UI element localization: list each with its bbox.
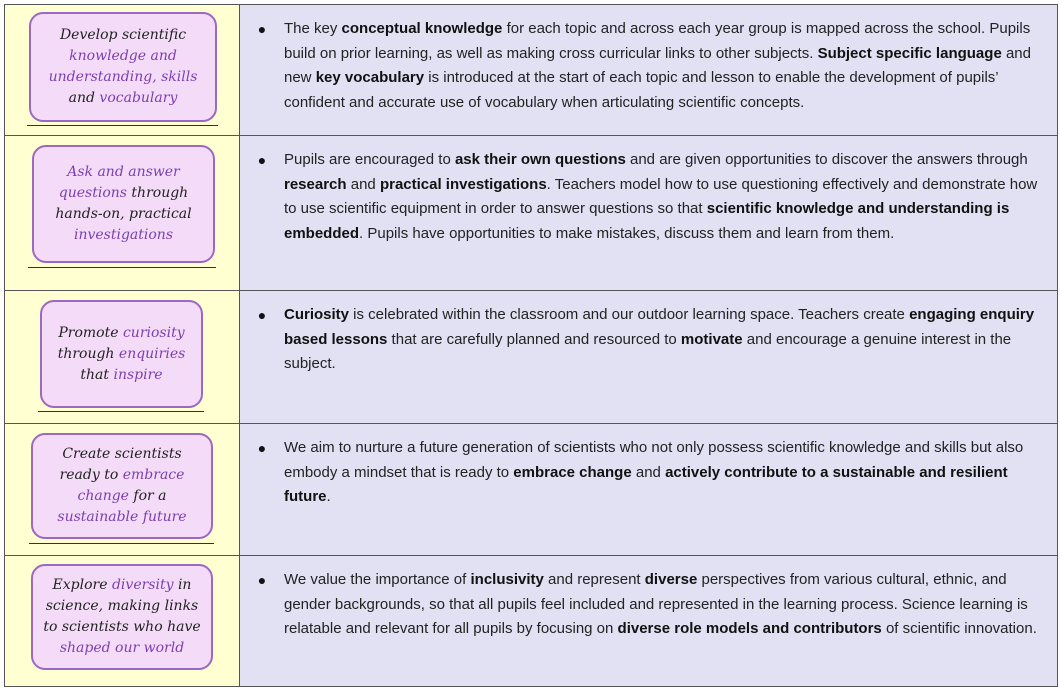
theme-card-text [39, 25, 207, 109]
theme-card [40, 300, 203, 408]
card-text: through [57, 345, 119, 362]
description-cell [240, 556, 1057, 686]
card-text: in science, making links to scientists who have [43, 577, 201, 635]
bullet-icon: ● [257, 21, 267, 37]
body-text: Pupils are encouraged to [284, 151, 455, 168]
theme-card-text [41, 444, 203, 528]
highlighted-text: embrace change [77, 467, 185, 504]
bold-text: actively contribute to a sustainable and resilient future [284, 463, 1008, 505]
description-cell [240, 424, 1057, 555]
bold-text: engaging enquiry based lessons [284, 306, 1035, 348]
bullet-icon: ● [257, 440, 267, 456]
highlighted-text: inspire [113, 366, 163, 383]
card-text: Explore [52, 577, 112, 593]
body-text: of scientific innovation. [881, 620, 1037, 637]
theme-cell [5, 5, 240, 135]
science-intent-table [4, 4, 1058, 687]
bold-text: diverse [644, 571, 698, 588]
highlighted-text: investigations [73, 227, 174, 243]
theme-cell [5, 424, 240, 555]
highlighted-text: knowledge and understanding, skills [48, 48, 198, 85]
body-text: is celebrated within the classroom and our outdoor learning space. Teachers create [349, 306, 910, 323]
body-text: We value the importance of [284, 571, 471, 588]
bold-text: ask their own questions [454, 151, 626, 168]
bold-text: Subject specific language [817, 44, 1002, 62]
theme-cell [5, 136, 240, 290]
body-text: . Teachers model how to use questioning effectively and demonstrate how to use scientific equipment in order to answer questions so that [284, 175, 1038, 217]
table-row [5, 424, 1057, 556]
body-text: and represent [543, 571, 645, 588]
body-text: is introduced at the start of each topic and lesson to enable the development of pupils’ confident and accurate use of vocabulary when articulating scientific concepts. [284, 69, 999, 111]
card-underline [28, 267, 216, 268]
theme-card-text [50, 323, 193, 386]
card-underline [29, 543, 214, 544]
body-text: and [631, 463, 666, 481]
body-text: and are given opportunities to discover the answers through [625, 151, 1028, 168]
description-cell [240, 136, 1057, 290]
highlighted-text: curiosity [122, 324, 185, 341]
bold-text: diverse role models and contributors [617, 620, 882, 637]
bold-text: practical investigations [379, 175, 547, 193]
card-text: and [68, 90, 100, 106]
card-text: Promote [58, 324, 123, 341]
card-text: Create scientists ready to [59, 446, 182, 483]
bold-text: inclusivity [470, 571, 544, 588]
card-text: for a [128, 488, 167, 504]
bold-text: research [284, 175, 347, 193]
highlighted-text: diversity [111, 577, 174, 593]
theme-card [31, 564, 213, 670]
theme-cell [5, 556, 240, 686]
theme-cell [5, 291, 240, 423]
description-text [284, 303, 1047, 377]
theme-card [32, 145, 215, 263]
description-text [284, 17, 1047, 115]
highlighted-text: enquiries [118, 345, 186, 362]
body-text: for each topic and across each year group is mapped across the school. Pupils build on prior learning, as well as making cross curricular links to other subjects. [284, 20, 1031, 62]
description-text [284, 436, 1047, 510]
card-underline [38, 411, 204, 412]
bold-text: conceptual knowledge [341, 20, 503, 37]
table-row [5, 136, 1057, 291]
theme-card-text [41, 575, 203, 659]
body-text: . Pupils have opportunities to make mistakes, discuss them and learn from them. [359, 224, 895, 242]
description-text [284, 148, 1047, 246]
table-row [5, 5, 1057, 136]
bullet-icon: ● [257, 572, 267, 588]
theme-card [31, 433, 213, 539]
bullet-icon: ● [257, 152, 267, 168]
body-text: . [326, 488, 331, 505]
bold-text: Curiosity [284, 306, 350, 323]
description-cell [240, 5, 1057, 135]
body-text: and new [284, 44, 1031, 86]
body-text: and [346, 175, 380, 193]
highlighted-text: Ask and answer questions [58, 164, 180, 201]
body-text: perspectives from various cultural, ethnic, and gender backgrounds, so that all pupils feel included and represented in the learning process. Science learning is relatable and relevant for all pupils by focusing on [284, 571, 1028, 637]
highlighted-text: sustainable future [57, 509, 187, 525]
description-cell [240, 291, 1057, 423]
table-row [5, 291, 1057, 424]
body-text: that are carefully planned and resourced to [387, 330, 681, 348]
card-text: through hands-on, practical [55, 185, 192, 222]
card-text: that [80, 366, 114, 383]
bold-text: embrace change [513, 463, 632, 481]
theme-card-text [42, 162, 205, 246]
theme-card [29, 12, 217, 122]
card-underline [27, 125, 218, 126]
highlighted-text: vocabulary [99, 90, 178, 106]
description-text [284, 568, 1047, 642]
card-text: Develop scientific [59, 27, 187, 43]
body-text: The key [284, 20, 342, 37]
highlighted-text: shaped our world [59, 640, 185, 656]
body-text: and encourage a genuine interest in the subject. [284, 330, 1012, 372]
bold-text: key vocabulary [315, 69, 425, 86]
bold-text: motivate [680, 330, 743, 348]
bullet-icon: ● [257, 307, 267, 323]
bold-text: scientific knowledge and understanding is embedded [284, 200, 1010, 242]
table-row [5, 556, 1057, 686]
body-text: We aim to nurture a future generation of scientists who not only possess scientific knowledge and skills but also embody a mindset that is ready to [284, 439, 1024, 481]
